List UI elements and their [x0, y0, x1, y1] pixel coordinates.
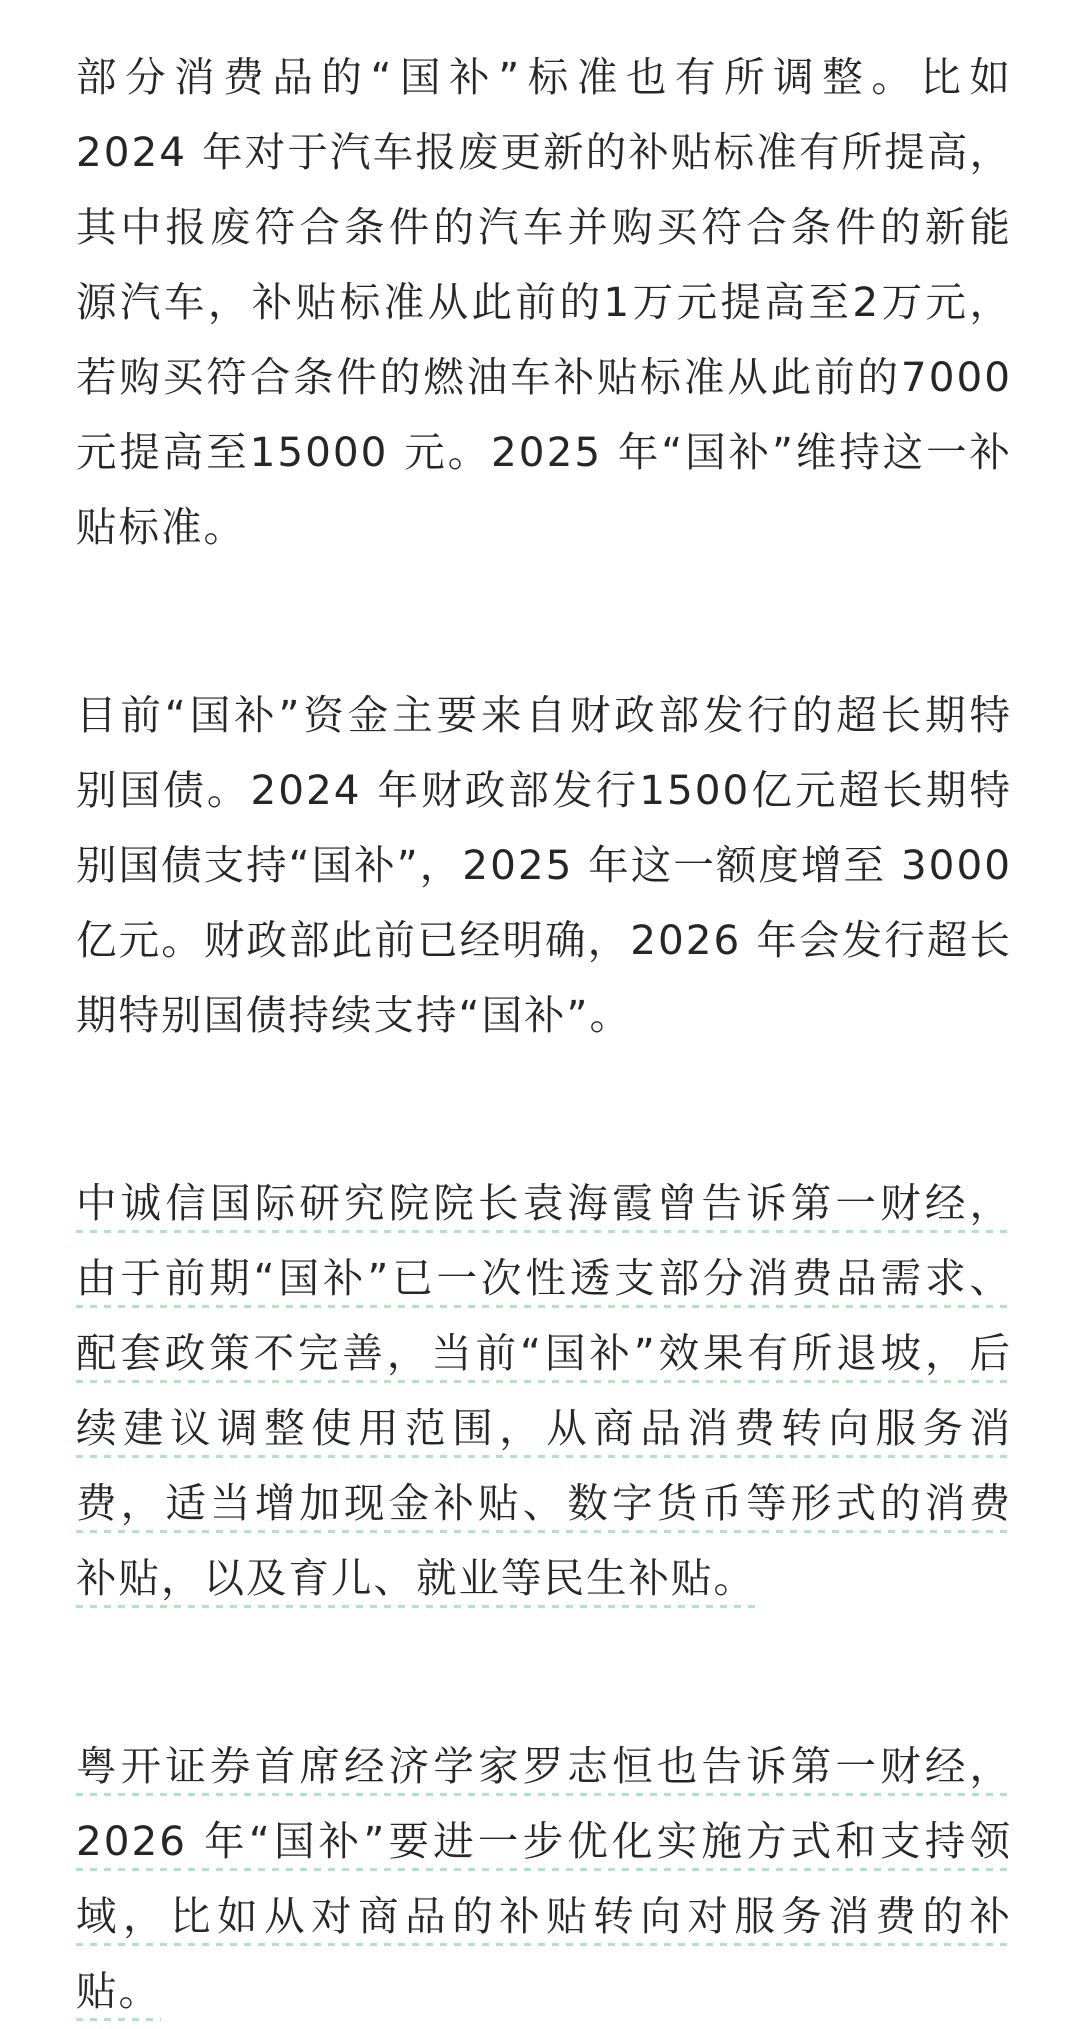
highlighted-text-line: 域，比如从对商品的补贴转向对服务消费的补: [76, 1879, 1012, 1954]
highlighted-text-line: 中诚信国际研究院院长袁海霞曾告诉第一财经，: [76, 1166, 1012, 1241]
highlighted-text-line: 续建议调整使用范围，从商品消费转向服务消: [76, 1391, 1012, 1466]
text-line: 2024 年对于汽车报废更新的补贴标准有所提高，: [76, 128, 1012, 176]
text-line: 别国债。2024 年财政部发行1500亿元超长期特: [76, 766, 1012, 814]
paragraph-gap: [76, 565, 1012, 678]
highlighted-text-line: 费，适当增加现金补贴、数字货币等形式的消费: [76, 1466, 1012, 1541]
article-body: [76, 40, 1012, 2029]
text-line: 部分消费品的“国补”标准也有所调整。比如: [76, 53, 1012, 101]
highlighted-text-line: 贴。: [76, 1954, 1012, 2029]
highlighted-text-line: 粤开证券首席经济学家罗志恒也告诉第一财经，: [76, 1729, 1012, 1804]
text-line: 源汽车，补贴标准从此前的1万元提高至2万元，: [76, 278, 1012, 326]
text-line: 贴标准。: [76, 503, 246, 551]
paragraph-gap: [76, 1053, 1012, 1166]
text-line: 别国债支持“国补”，2025 年这一额度增至 3000: [76, 841, 1012, 889]
text-line: 目前“国补”资金主要来自财政部发行的超长期特: [76, 691, 1012, 739]
paragraph-subsidy-standards: [76, 40, 1012, 565]
paragraph-quote-luo-zhiheng: [76, 1729, 1012, 2029]
text-line: 其中报废符合条件的汽车并购买符合条件的新能: [76, 203, 1012, 251]
highlighted-text-line: 2026 年“国补”要进一步优化实施方式和支持领: [76, 1804, 1012, 1879]
text-line: 亿元。财政部此前已经明确，2026 年会发行超长: [76, 916, 1012, 964]
highlighted-text-line: 配套政策不完善，当前“国补”效果有所退坡，后: [76, 1316, 1012, 1391]
highlighted-text-line: 补贴，以及育儿、就业等民生补贴。: [76, 1541, 1012, 1616]
text-line: 期特别国债持续支持“国补”。: [76, 991, 632, 1039]
paragraph-gap: [76, 1616, 1012, 1729]
paragraph-funding-source: [76, 678, 1012, 1053]
paragraph-quote-yuan-haixia: [76, 1166, 1012, 1616]
text-line: 若购买符合条件的燃油车补贴标准从此前的7000: [76, 353, 1012, 401]
text-line: 元提高至15000 元。2025 年“国补”维持这一补: [76, 428, 1012, 476]
highlighted-text-line: 由于前期“国补”已一次性透支部分消费品需求、: [76, 1241, 1012, 1316]
